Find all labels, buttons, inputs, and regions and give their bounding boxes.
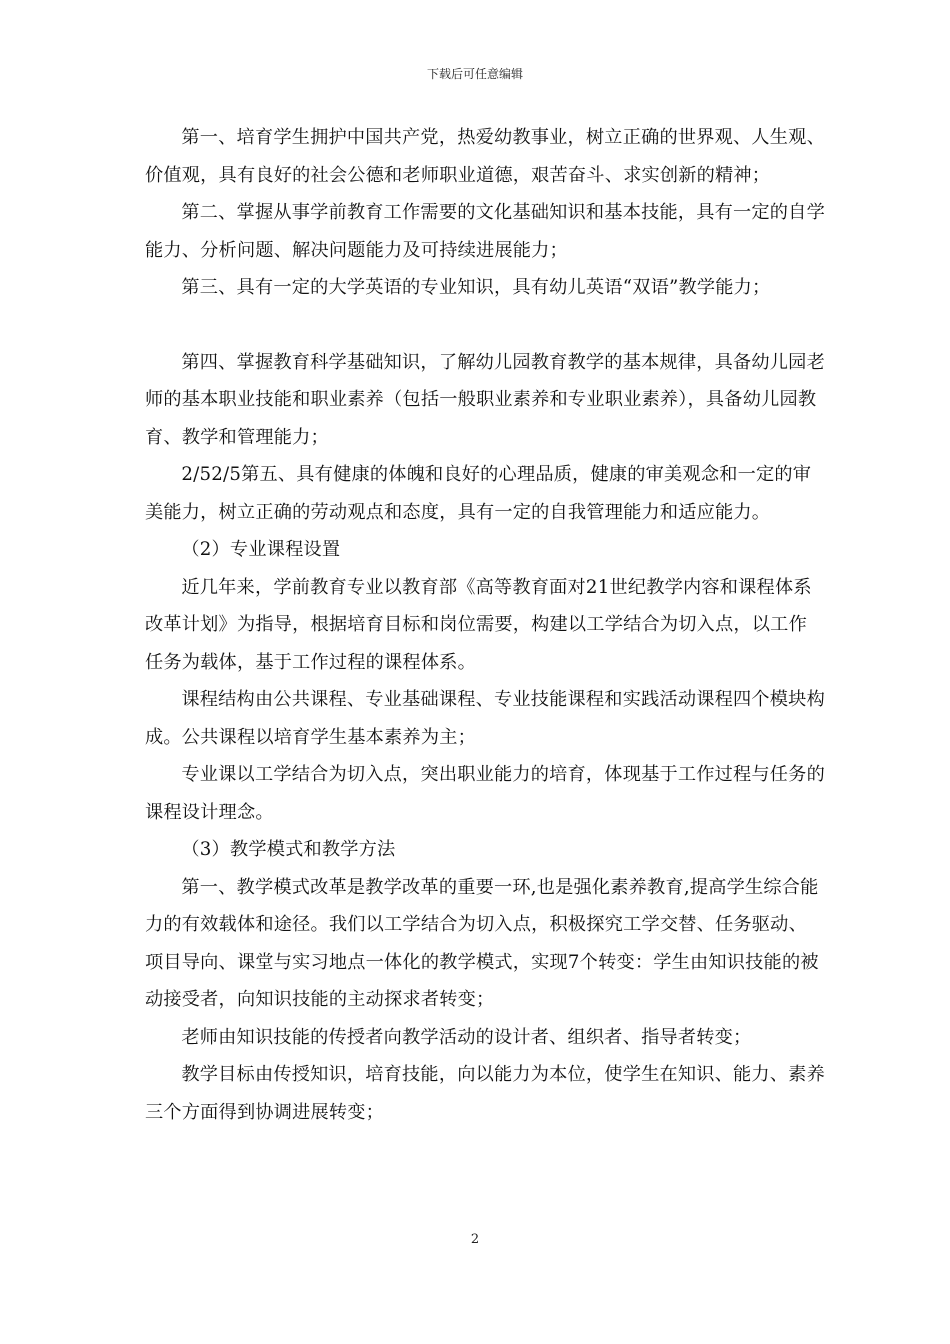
- paragraph-goal-2: 第二、掌握从事学前教育工作需要的文化基础知识和基本技能，具有一定的自学能力、分析问题、解决问题能力及可持续进展能力；: [145, 202, 825, 261]
- paragraph-goal-1: 第一、培育学生拥护中国共产党，热爱幼教事业，树立正确的世界观、人生观、价值观，具有良好的社会公德和老师职业道德，艰苦奋斗、求实创新的精神；: [145, 127, 825, 186]
- paragraph-goal-3: 第三、具有一定的大学英语的专业知识，具有幼儿英语“双语”教学能力；: [181, 277, 771, 298]
- section-heading-curriculum: （2）专业课程设置: [181, 539, 341, 560]
- blank-line: [145, 307, 825, 344]
- section-heading-teaching-mode: （3）教学模式和教学方法: [181, 839, 396, 860]
- paragraph-specialty-courses: 专业课以工学结合为切入点，突出职业能力的培育，体现基于工作过程与任务的课程设计理念。: [145, 764, 825, 823]
- paragraph-teacher-role: 老师由知识技能的传授者向教学活动的设计者、组织者、指导者转变；: [181, 1026, 752, 1048]
- page-number: 2: [470, 1232, 480, 1247]
- paragraph-teaching-goal: 教学目标由传授知识，培育技能，向以能力为本位，使学生在知识、能力、素养三个方面得到协调进展转变；: [145, 1064, 825, 1123]
- page-header: 下载后可任意编辑: [426, 67, 523, 81]
- paragraph-curriculum-structure: 课程结构由公共课程、专业基础课程、专业技能课程和实践活动课程四个模块构成。公共课程以培育学生基本素养为主；: [145, 689, 825, 748]
- document-body: [145, 119, 825, 1131]
- paragraph-goal-4: 第四、掌握教育科学基础知识，了解幼儿园教育教学的基本规律，具备幼儿园老师的基本职业技能和职业素养（包括一般职业素养和专业职业素养），具备幼儿园教育、教学和管理能力；: [145, 351, 825, 448]
- paragraph-goal-5: 2/52/5第五、具有健康的体魄和良好的心理品质，健康的审美观念和一定的审美能力，树立正确的劳动观点和态度，具有一定的自我管理能力和适应能力。: [145, 464, 812, 523]
- paragraph-teaching-mode-1: 第一、教学模式改革是教学改革的重要一环,也是强化素养教育,提高学生综合能力的有效载体和途径。我们以工学结合为切入点，积极探究工学交替、任务驱动、项目导向、课堂与实习地点一体化的教学模式，实现7个转变：学生由知识技能的被动接受者，向知识技能的主动探求者转变；: [145, 876, 819, 1010]
- paragraph-curriculum-intro: 近几年来，学前教育专业以教育部《高等教育面对21世纪教学内容和课程体系改革计划》为指导，根据培育目标和岗位需要，构建以工学结合为切入点，以工作任务为载体，基于工作过程的课程体系。: [145, 576, 812, 673]
